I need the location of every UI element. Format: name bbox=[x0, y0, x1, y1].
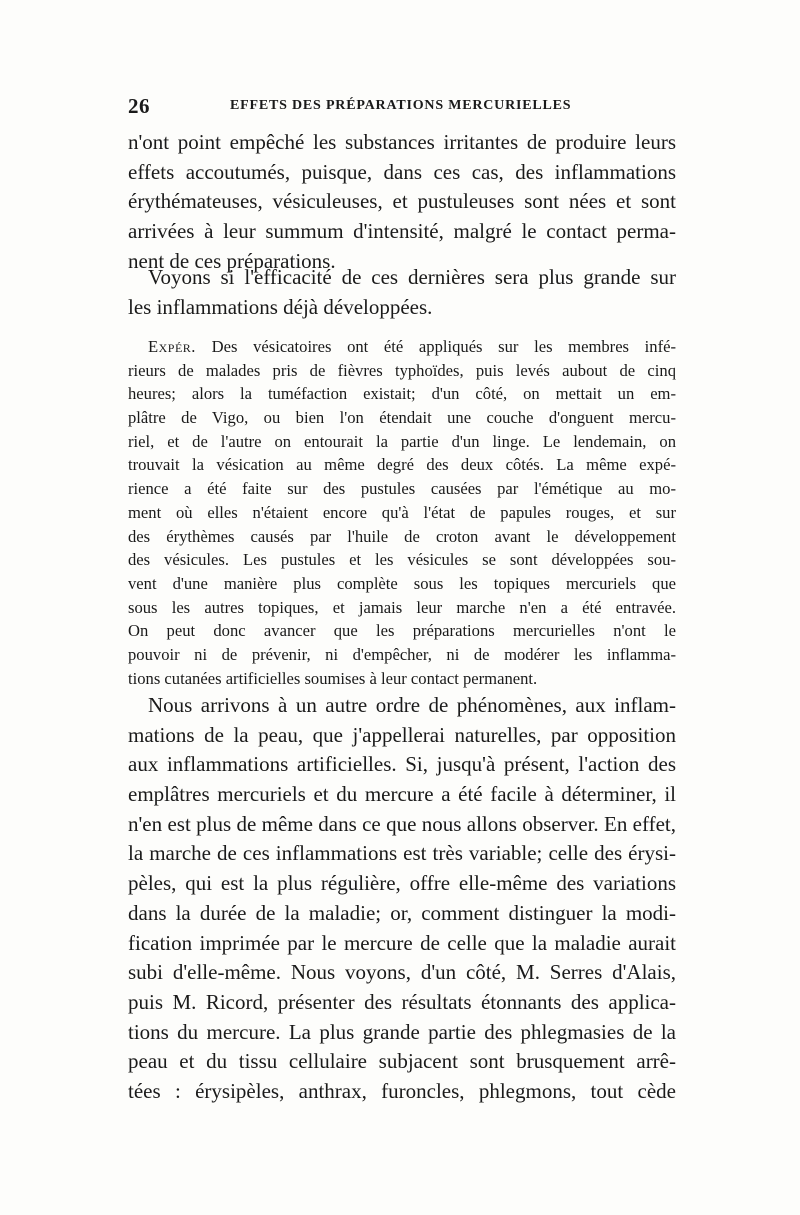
running-title: EFFETS DES PRÉPARATIONS MERCURIELLES bbox=[230, 98, 572, 113]
text-line: trouvait la vésication au même degré des deux côtés. La même expé- bbox=[128, 455, 676, 475]
text-line: On peut donc avancer que les préparations mercurielles n'ont le bbox=[128, 621, 676, 641]
text-line: rieurs de malades pris de fièvres typhoïdes, puis levés aubout de cinq bbox=[128, 360, 676, 380]
text-line: dans la durée de la maladie; or, comment distinguer la modi- bbox=[128, 900, 676, 925]
text-line: fication imprimée par le mercure de celle que la maladie aurait bbox=[128, 930, 676, 955]
text-line: puis M. Ricord, présenter des résultats étonnants des applica- bbox=[128, 989, 676, 1014]
text-line: des érythèmes causés par l'huile de croton avant le développement bbox=[128, 526, 676, 546]
text-line: les inflammations déjà développées. bbox=[128, 294, 433, 319]
text-line: tées : érysipèles, anthrax, furoncles, phlegmons, tout cède bbox=[128, 1078, 676, 1103]
text-line: Voyons si l'efficacité de ces dernières sera plus grande sur bbox=[148, 265, 676, 289]
text-line: riel, et de l'autre on entourait la partie d'un linge. Le lendemain, on bbox=[128, 431, 676, 451]
text-line: tions du mercure. La plus grande partie des phlegmasies de la bbox=[128, 1019, 676, 1044]
text-line: arrivées à leur summum d'intensité, malgré le contact perma- bbox=[128, 219, 676, 244]
text-line: sous les autres topiques, et jamais leur marche n'en a été entravée. bbox=[128, 597, 676, 617]
text-line: subi d'elle-même. Nous voyons, d'un côté, M. Serres d'Alais, bbox=[128, 960, 676, 985]
experiment-first-line: Des vésicatoires ont été appliqués sur les membres infé- bbox=[211, 337, 676, 356]
text-line: n'en est plus de même dans ce que nous allons observer. En effet, bbox=[128, 811, 676, 836]
text-line: vent d'une manière plus complète sous les topiques mercuriels que bbox=[128, 573, 676, 593]
text-line: la marche de ces inflammations est très variable; celle des érysi- bbox=[128, 841, 676, 866]
experiment-paragraph bbox=[128, 335, 676, 690]
text-line: peau et du tissu cellulaire subjacent sont brusquement arrê- bbox=[128, 1049, 676, 1074]
page-header bbox=[128, 94, 676, 122]
text-line: pouvoir ni de prévenir, ni d'empêcher, ni de modérer les inflamma- bbox=[128, 644, 676, 664]
paragraph-voyons bbox=[128, 263, 676, 322]
paragraph-nous-arrivons bbox=[128, 691, 676, 1107]
text-line bbox=[128, 335, 676, 359]
text-line: plâtre de Vigo, ou bien l'on étendait une couche d'onguent mercu- bbox=[128, 408, 676, 428]
text-line: nent de ces préparations. bbox=[128, 248, 336, 273]
text-line: mations de la peau, que j'appellerai naturelles, par opposition bbox=[128, 722, 676, 747]
text-line: ment où elles n'étaient encore qu'à l'état de papules rouges, et sur bbox=[128, 502, 676, 522]
text-line: érythémateuses, vésiculeuses, et pustuleuses sont nées et sont bbox=[128, 189, 676, 214]
text-line: des vésicules. Les pustules et les vésicules se sont développées sou- bbox=[128, 550, 676, 570]
text-line: n'ont point empêché les substances irritantes de produire leurs bbox=[128, 130, 676, 154]
text-line: effets accoutumés, puisque, dans ces cas, des inflammations bbox=[128, 159, 676, 184]
text-line: emplâtres mercuriels et du mercure a été facile à déterminer, il bbox=[128, 782, 676, 807]
text-line: tions cutanées artificielles soumises à leur contact permanent. bbox=[128, 668, 538, 688]
text-line: pèles, qui est la plus régulière, offre elle-même des variations bbox=[128, 871, 676, 896]
text-line: Nous arrivons à un autre ordre de phénomènes, aux inflam- bbox=[148, 693, 676, 717]
text-line: aux inflammations artificielles. Si, jusqu'à présent, l'action des bbox=[128, 752, 676, 777]
text-line: heures; alors la tuméfaction existait; d'un côté, on mettait un em- bbox=[128, 384, 676, 404]
paragraph-continued bbox=[128, 128, 676, 276]
page-number: 26 bbox=[128, 94, 150, 118]
text-line: rience a été faite sur des pustules causées par l'émétique au mo- bbox=[128, 479, 676, 499]
experiment-label: Expér. bbox=[148, 337, 196, 356]
